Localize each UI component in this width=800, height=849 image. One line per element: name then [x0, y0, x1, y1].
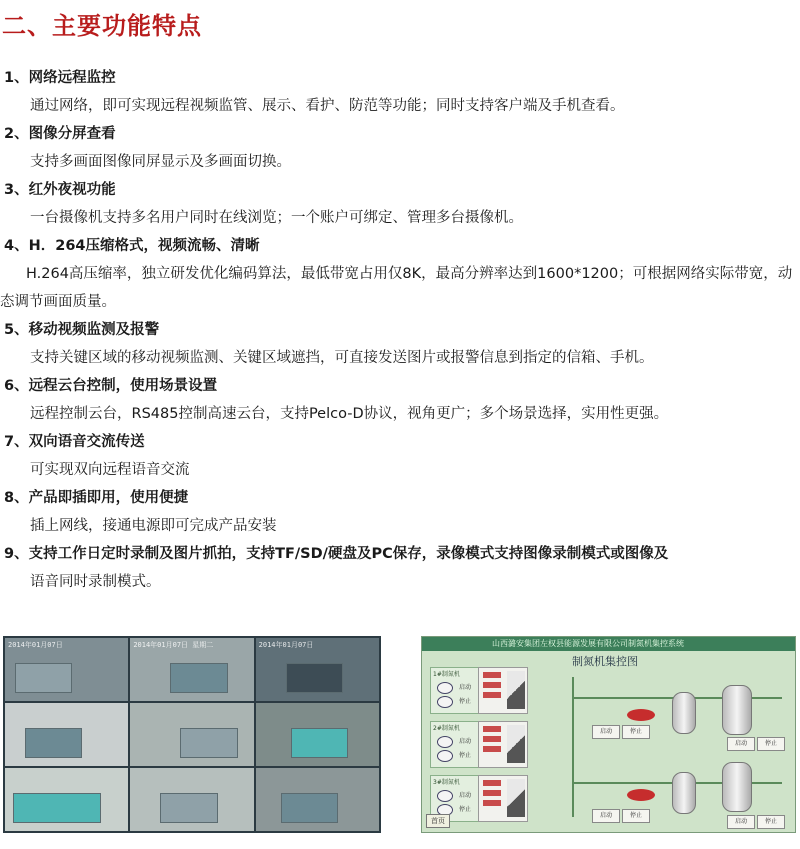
feature-item-2: [0, 120, 796, 176]
cctv-multiscreen-photo: [3, 636, 381, 833]
camera-view: [5, 768, 128, 831]
camera-timestamp: 2014年01月07日 星期二: [133, 641, 214, 649]
feature-description: 语音同时录制模式。: [30, 574, 161, 590]
camera-view: [256, 703, 379, 766]
feature-heading: 8、产品即插即用，使用便捷: [4, 490, 189, 506]
feature-heading: 9、支持工作日定时录制及图片抓拍，支持TF/SD/硬盘及PC保存，录像模式支持图像录制模式或图像及: [4, 546, 669, 562]
camera-timestamp: 2014年01月07日: [258, 641, 314, 649]
feature-item-4: [0, 232, 796, 316]
feature-item-7: [0, 428, 796, 484]
machine-shape: [25, 728, 82, 758]
machine-shape: [13, 793, 101, 823]
start-button[interactable]: 启动: [592, 725, 620, 739]
feature-heading: 1、网络远程监控: [4, 70, 116, 86]
feature-item-1: [0, 64, 796, 120]
stop-button[interactable]: 停止: [757, 815, 785, 829]
start-button[interactable]: 启动: [727, 815, 755, 829]
feature-heading: 7、双向语音交流传送: [4, 434, 145, 450]
machine-shape: [15, 663, 72, 693]
machine-shape: [291, 728, 349, 758]
unit-label: 3#制氮机: [433, 779, 460, 786]
dial-icon: [437, 790, 453, 802]
section-title: 二、主要功能特点: [2, 12, 202, 40]
control-panel: [478, 667, 528, 714]
camera-timestamp: 2014年01月07日: [8, 641, 63, 649]
stop-button[interactable]: 停止: [622, 809, 650, 823]
feature-heading: 2、图像分屏查看: [4, 126, 116, 142]
stop-button[interactable]: 停止: [622, 725, 650, 739]
camera-view: [5, 638, 128, 701]
feature-heading: 5、移动视频监测及报警: [4, 322, 160, 338]
feature-item-9: [0, 540, 796, 596]
stop-button[interactable]: 停止: [757, 737, 785, 751]
feature-description: 支持关键区域的移动视频监测、关键区域遮挡，可直接发送图片或报警信息到指定的信箱、手机。: [30, 350, 654, 366]
dial-icon: [437, 696, 453, 708]
machine-shape: [286, 663, 344, 693]
tank-shape: [672, 692, 696, 734]
stop-label: 停止: [459, 806, 472, 813]
camera-view: [256, 638, 379, 701]
control-panel: [478, 775, 528, 822]
stop-label: 停止: [459, 752, 472, 759]
camera-view: [256, 768, 379, 831]
dial-icon: [437, 750, 453, 762]
dial-icon: [437, 736, 453, 748]
feature-description: 远程控制云台，RS485控制高速云台，支持Pelco-D协议，视角更广；多个场景选择，实用性更强。: [30, 406, 669, 422]
scada-header: 山西潞安集团左权县能源发展有限公司制氮机集控系统: [422, 637, 795, 651]
start-button[interactable]: 启动: [727, 737, 755, 751]
control-panel: [478, 721, 528, 768]
scada-title: 制氮机集控图: [572, 655, 638, 668]
feature-item-8: [0, 484, 796, 540]
feature-item-3: [0, 176, 796, 232]
feature-description: 一台摄像机支持多名用户同时在线浏览；一个账户可绑定、管理多台摄像机。: [30, 210, 523, 226]
start-label: 启动: [459, 684, 472, 691]
machine-shape: [160, 793, 217, 823]
camera-view: [130, 638, 253, 701]
feature-item-6: [0, 372, 796, 428]
tank-shape: [672, 772, 696, 814]
start-label: 启动: [459, 792, 472, 799]
dial-icon: [437, 682, 453, 694]
unit-label: 1#制氮机: [433, 671, 460, 678]
feature-description: 可实现双向远程语音交流: [30, 462, 190, 478]
camera-view: [130, 703, 253, 766]
feature-heading: 4、H．264压缩格式，视频流畅、清晰: [4, 238, 260, 254]
alarm-indicator: [627, 789, 655, 801]
camera-view: [130, 768, 253, 831]
start-label: 启动: [459, 738, 472, 745]
feature-description: 支持多画面图像同屏显示及多画面切换。: [30, 154, 291, 170]
machine-shape: [170, 663, 227, 693]
feature-list: [0, 64, 796, 596]
camera-view: [5, 703, 128, 766]
feature-description: H.264高压缩率，独立研发优化编码算法，最低带宽占用仅8K，最高分辨率达到1600*1200；可根据网络实际带宽，动态调节画面质量。: [0, 266, 793, 310]
start-button[interactable]: 启动: [592, 809, 620, 823]
alarm-indicator: [627, 709, 655, 721]
machine-shape: [180, 728, 237, 758]
feature-heading: 3、红外夜视功能: [4, 182, 116, 198]
unit-label: 2#制氮机: [433, 725, 460, 732]
feature-heading: 6、远程云台控制，使用场景设置: [4, 378, 218, 394]
feature-description: 通过网络，即可实现远程视频监管、展示、看护、防范等功能；同时支持客户端及手机查看。: [30, 98, 625, 114]
scada-screenshot: [421, 636, 796, 833]
tank-shape: [722, 762, 752, 812]
feature-description: 插上网线，接通电源即可完成产品安装: [30, 518, 277, 534]
tank-shape: [722, 685, 752, 735]
stop-label: 停止: [459, 698, 472, 705]
machine-shape: [281, 793, 339, 823]
feature-item-5: [0, 316, 796, 372]
home-button[interactable]: 首页: [426, 814, 450, 828]
